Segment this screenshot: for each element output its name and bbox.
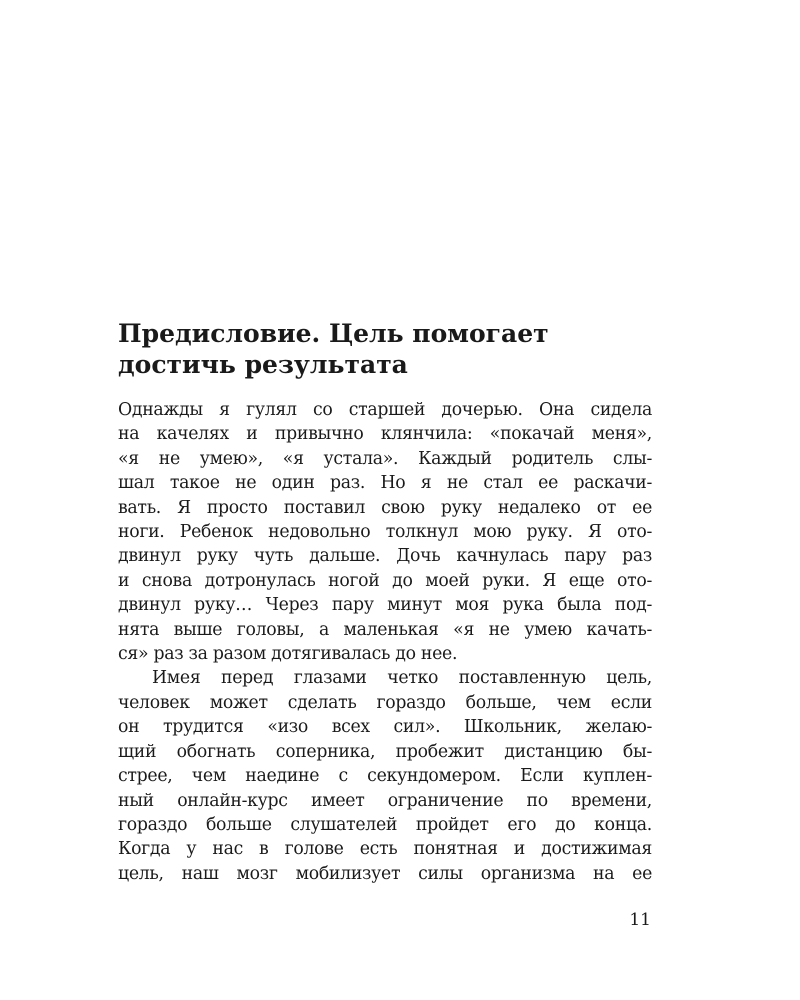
body-text [118, 398, 652, 886]
text-line: шал такое не один раз. Но я не стал ее раскачи- [118, 473, 652, 494]
text-line: на качелях и привычно клянчила: «покачай меня», [118, 424, 652, 445]
text-line: стрее, чем наедине с секундомером. Если куплен- [118, 766, 652, 787]
page-number: 11 [629, 910, 651, 930]
text-line: и снова дотронулась ногой до моей руки. Я еще ото- [118, 570, 652, 591]
text-line: «я не умею», «я устала». Каждый родитель слы- [118, 448, 652, 469]
text-line: человек может сделать гораздо больше, чем если [118, 692, 652, 713]
text-line: гораздо больше слушателей пройдет его до конца. [118, 814, 652, 835]
text-line: ный онлайн-курс имеет ограничение по времени, [118, 790, 652, 811]
heading-line: достичь результата [118, 350, 408, 379]
text-line: Имея перед глазами четко поставленную цель, [152, 668, 652, 689]
page-content [118, 318, 652, 886]
text-line: нята выше головы, а маленькая «я не умею качать- [118, 619, 652, 640]
text-line: он трудится «изо всех сил». Школьник, желаю- [118, 717, 652, 738]
text-line: цель, наш мозг мобилизует силы организма на ее [118, 863, 652, 884]
heading-line: Предисловие. Цель помогает [118, 319, 549, 348]
text-line: ся» раз за разом дотягивалась до нее. [118, 644, 458, 665]
chapter-heading [118, 318, 652, 380]
text-line: Однажды я гулял со старшей дочерью. Она сидела [118, 400, 652, 420]
text-line: щий обогнать соперника, пробежит дистанцию бы- [118, 741, 652, 762]
text-line: вать. Я просто поставил свою руку недалеко от ее [118, 497, 652, 518]
text-line: двинул руку… Через пару минут моя рука была под- [118, 595, 652, 616]
text-line: двинул руку чуть дальше. Дочь качнулась пару раз [118, 546, 652, 567]
text-line: ноги. Ребенок недовольно толкнул мою руку. Я ото- [118, 522, 652, 543]
text-line: Когда у нас в голове есть понятная и достижимая [118, 839, 652, 860]
